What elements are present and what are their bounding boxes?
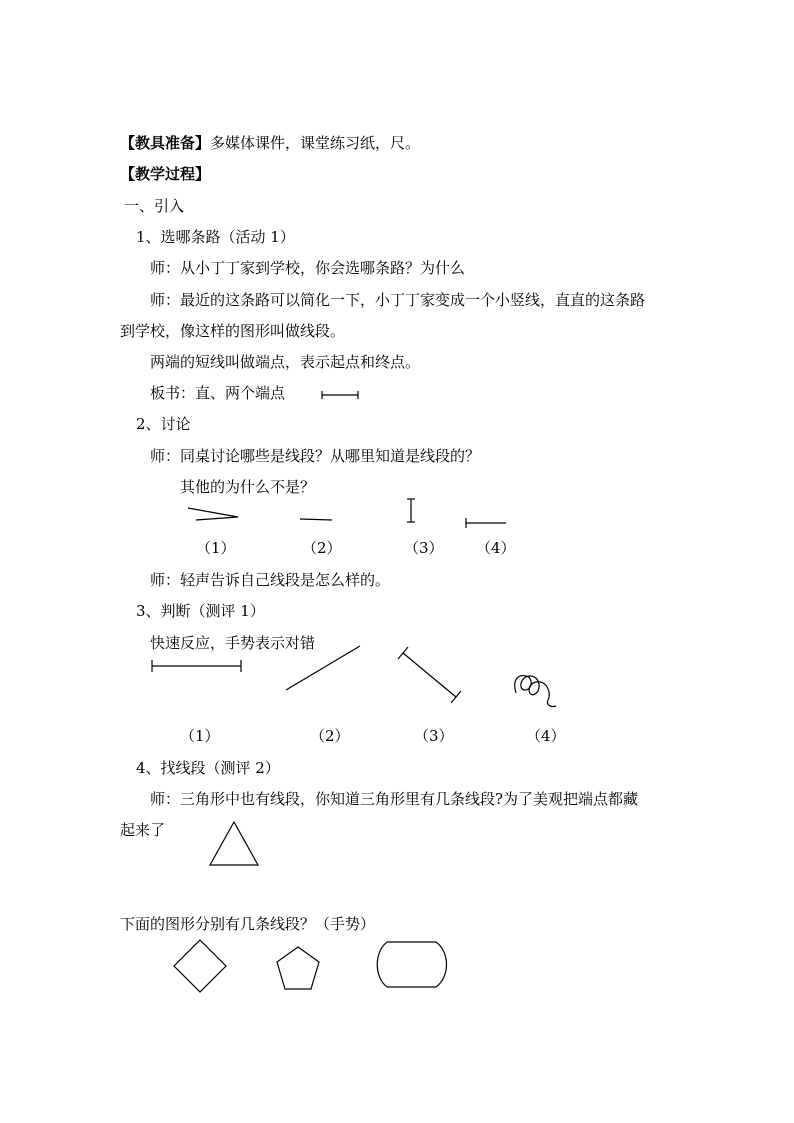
s3-label-3: （3） xyxy=(414,727,454,745)
s4-p1b: 起来了 xyxy=(120,821,166,839)
s1-p2a: 师：最近的这条路可以简化一下，小丁丁家变成一个小竖线，直直的这条路 xyxy=(150,291,646,309)
triangle-shape xyxy=(210,822,258,865)
s2-label-2: （2） xyxy=(302,539,342,557)
s3-label-1: （1） xyxy=(180,727,220,745)
s3-label-4: （4） xyxy=(526,727,566,745)
s1-p3: 两端的短线叫做端点，表示起点和终点。 xyxy=(150,353,421,371)
pentagon-shape xyxy=(277,947,319,989)
s2-label-1: （1） xyxy=(196,539,236,557)
s4-title: 4、找线段（测评 2） xyxy=(136,759,280,777)
section-intro-heading: 一、引入 xyxy=(124,197,185,215)
s4-p1a: 师：三角形中也有线段，你知道三角形里有几条线段?为了美观把端点都藏 xyxy=(150,790,639,808)
s4-p2: 下面的图形分别有几条线段？（手势） xyxy=(120,915,376,933)
s2-p1: 师：同桌讨论哪些是线段？从哪里知道是线段的？ xyxy=(150,447,481,465)
prep-label: 【教具准备】 xyxy=(120,134,211,152)
s1-p4: 板书：直、两个端点 xyxy=(150,384,286,402)
diamond-shape xyxy=(174,940,226,992)
s1-p1: 师：从小丁丁家到学校，你会选哪条路？为什么 xyxy=(150,259,466,277)
s2-title: 2、讨论 xyxy=(136,415,191,433)
s1-p2b: 到学校，像这样的图形叫做线段。 xyxy=(120,322,346,340)
s2-p2: 其他的为什么不是？ xyxy=(180,478,316,496)
s2-label-3: （3） xyxy=(404,539,444,557)
process-heading: 【教学过程】 xyxy=(120,165,211,183)
s3-label-2: （2） xyxy=(310,727,350,745)
s1-title: 1、选哪条路（活动 1） xyxy=(136,228,295,246)
prep-text: 多媒体课件，课堂练习纸，尺。 xyxy=(210,134,421,152)
s3-title: 3、判断（测评 1） xyxy=(136,602,265,620)
s2-label-4: （4） xyxy=(476,539,516,557)
s3-p1: 快速反应，手势表示对错 xyxy=(150,634,316,652)
s2-p3: 师：轻声告诉自己线段是怎么样的。 xyxy=(150,571,391,589)
cylinder-shape xyxy=(377,942,446,987)
